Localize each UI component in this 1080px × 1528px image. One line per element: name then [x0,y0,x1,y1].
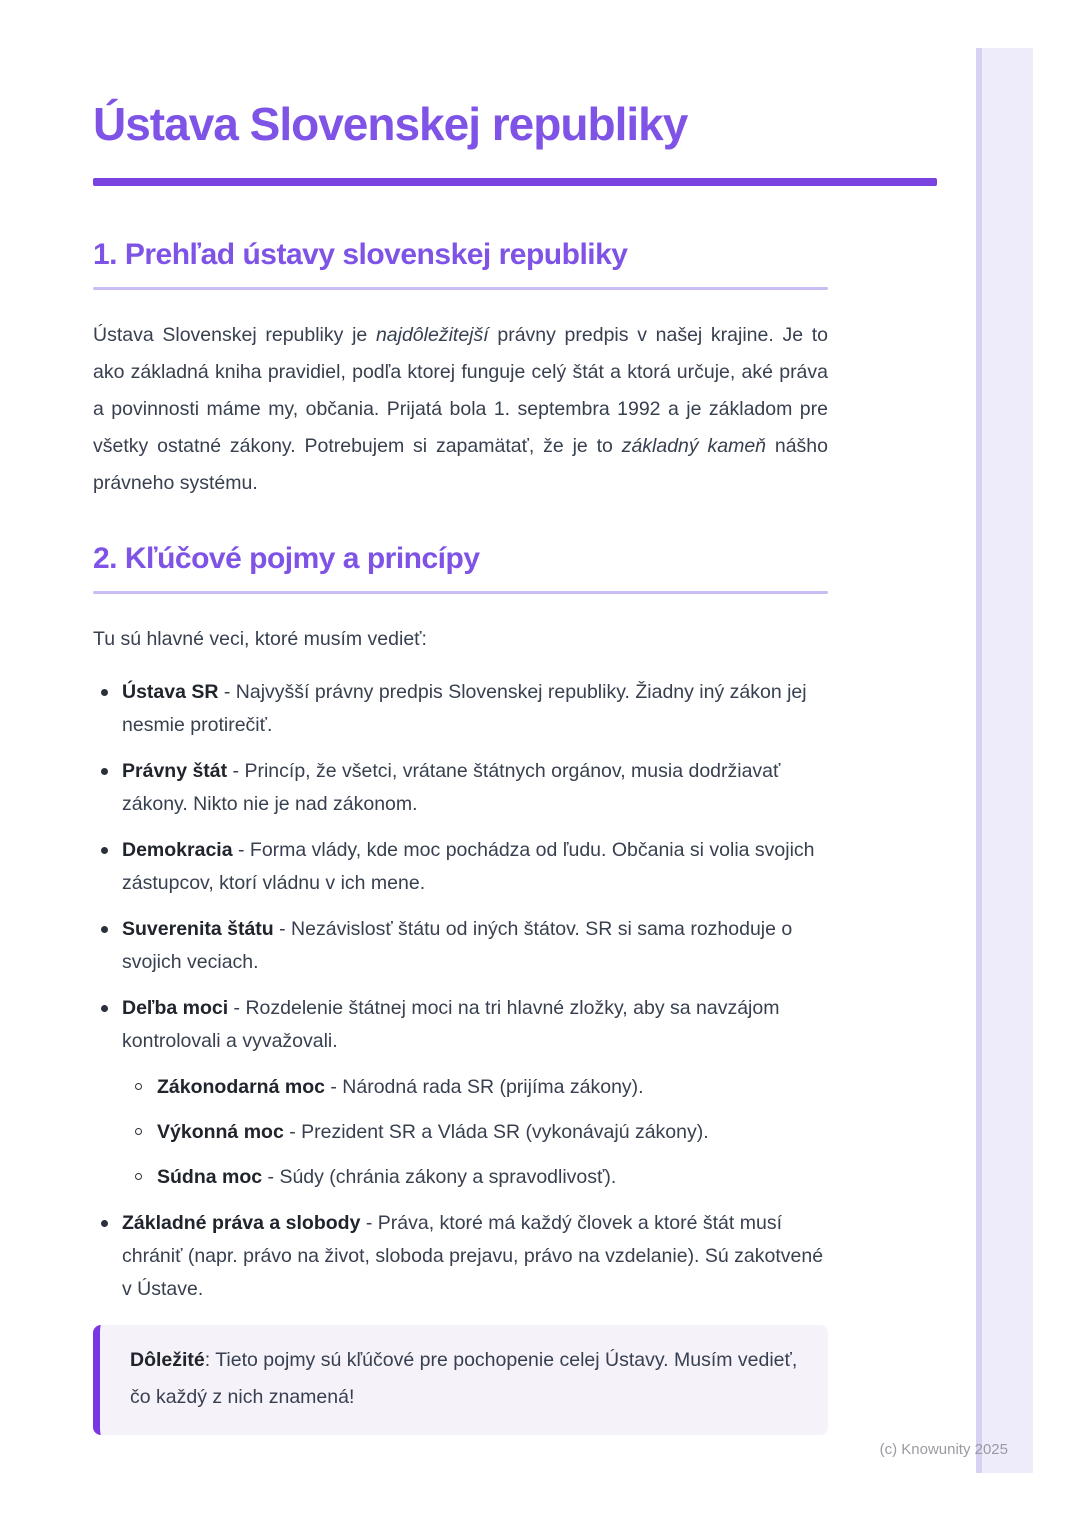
term-description: - Rozdelenie štátnej moci na tri hlavné zložky, aby sa navzájom kontrolovali a vyvažovali. [122,997,780,1052]
list-item [93,676,828,742]
term-label: Ústava SR [122,681,219,703]
term-label: Výkonná moc [157,1121,284,1143]
term-description: - Najvyšší právny predpis Slovenskej republiky. Žiadny iný zákon jej nesmie protirečiť. [122,681,807,736]
section-heading-key-terms: 2. Kľúčové pojmy a princípy [93,542,480,575]
paragraph-run-italic: najdôležitejší [375,324,489,346]
sub-list [122,1071,828,1194]
term-label: Zákonodarná moc [157,1076,325,1098]
term-description: - Prezident SR a Vláda SR (vykonávajú zákony). [283,1121,709,1143]
title-divider [93,178,937,186]
term-description: - Nezávislosť štátu od iných štátov. SR si sama rozhoduje o svojich veciach. [122,918,793,973]
list-item [93,755,828,821]
term-label: Demokracia [122,839,233,861]
page-title: Ústava Slovenskej republiky [93,98,688,150]
term-label: Deľba moci [122,997,229,1019]
page-edge-strip [976,48,1033,1473]
term-description: - Princíp, že všetci, vrátane štátnych orgánov, musia dodržiavať zákony. Nikto nie je nad zákonom. [122,760,781,815]
section-overview [93,236,828,502]
sub-list-item [135,1071,828,1104]
term-label: Súdna moc [157,1166,263,1188]
key-terms-list [93,676,828,1306]
paragraph-run: nášho právneho systému. [93,435,828,494]
term-description: - Forma vlády, kde moc pochádza od ľudu. Občania si volia svojich zástupcov, ktorí vládnu v ich mene. [122,839,815,894]
document-content [93,0,937,1435]
sub-list-item [135,1116,828,1149]
term-description: - Práva, ktoré má každý človek a ktoré štát musí chrániť (napr. právo na život, sloboda prejavu, právo na vzdelanie). Sú zakotvené v Ústave. [122,1212,824,1300]
overview-paragraph [93,317,828,502]
list-item [93,834,828,900]
sub-list-item [135,1161,828,1194]
section-heading-overview: 1. Prehľad ústavy slovenskej republiky [93,238,628,271]
term-description: - Národná rada SR (prijíma zákony). [324,1076,644,1098]
intro-text: Tu sú hlavné veci, ktoré musím vedieť: [93,628,427,650]
term-label: Právny štát [122,760,228,782]
term-description: - Súdy (chránia zákony a spravodlivosť). [262,1166,617,1188]
paragraph-run-italic: základný kameň [621,435,767,457]
paragraph-run: právny predpis v našej krajine. Je to ako základná kniha pravidiel, podľa ktorej funguje celý štát a ktorá určuje, aké práva a povinnosti máme my, občania. Prijatá bola 1. septembra 1992 a je základom pre všetky ostatné zákony. Potrebujem si zapamätať, že je to [93,324,828,457]
paragraph-run: Ústava Slovenskej republiky je [93,324,376,346]
section-divider-overview [93,287,828,290]
section-divider-key-terms [93,591,828,594]
callout-label: Dôležité [130,1349,205,1371]
list-item [93,992,828,1194]
list-item [93,1207,828,1306]
term-label: Základné práva a slobody [122,1212,361,1234]
footer-credit: (c) Knowunity 2025 [879,1441,1008,1458]
important-callout [93,1325,828,1435]
term-label: Suverenita štátu [122,918,274,940]
list-item [93,913,828,979]
callout-text: : Tieto pojmy sú kľúčové pre pochopenie celej Ústavy. Musím vedieť, čo každý z nich znamená! [130,1349,798,1408]
section-key-terms [93,540,828,1435]
